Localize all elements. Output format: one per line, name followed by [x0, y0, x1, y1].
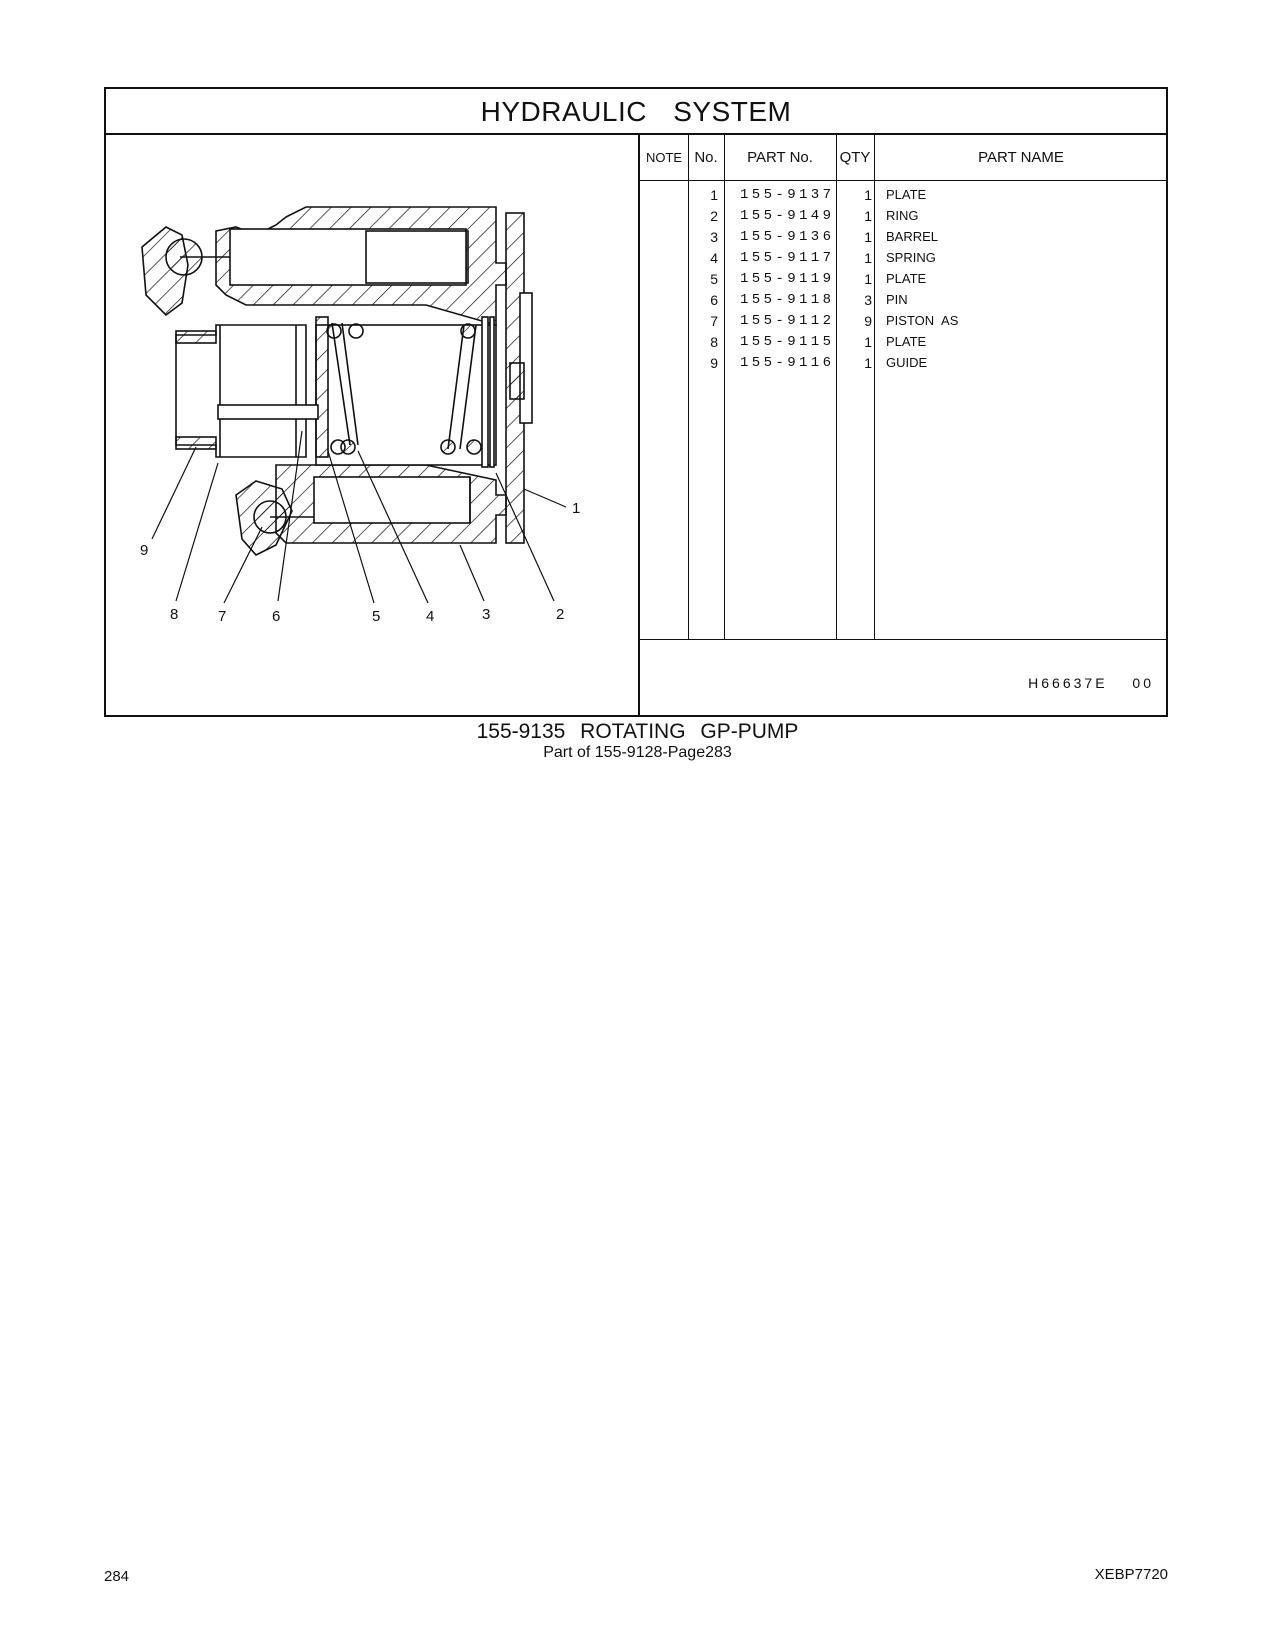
callout-4: 4 [426, 608, 435, 625]
column-header-qty: QTY [839, 149, 871, 166]
document-id: XEBP7720 [1094, 1566, 1168, 1583]
part-name: RING [886, 208, 919, 223]
quantity: 1 [864, 250, 872, 266]
row-number: 3 [710, 229, 718, 245]
callout-5: 5 [372, 608, 381, 625]
column-header-no: No. [694, 149, 718, 166]
leader-line-8 [176, 463, 218, 601]
callout-1: 1 [572, 500, 581, 517]
table-row [640, 250, 1168, 272]
quantity: 1 [864, 208, 872, 224]
header-divider [640, 180, 1168, 181]
part-number: 155-9116 [740, 355, 835, 371]
column-header-note: NOTE [645, 150, 683, 165]
table-row [640, 208, 1168, 230]
row-number: 9 [710, 355, 718, 371]
row-number: 1 [710, 187, 718, 203]
table-row [640, 334, 1168, 356]
part-name: PLATE [886, 271, 927, 286]
callout-9: 9 [140, 542, 149, 559]
part-name: PISTON AS [886, 313, 959, 328]
pump-cross-section-svg [106, 135, 638, 715]
part-number: 155-9119 [740, 271, 835, 287]
column-header-part-name: PART NAME [978, 149, 1064, 166]
quantity: 1 [864, 355, 872, 371]
part-number: 155-9115 [740, 334, 835, 350]
table-row [640, 271, 1168, 293]
callout-6: 6 [272, 608, 281, 625]
callout-2: 2 [556, 606, 565, 623]
row-number: 6 [710, 292, 718, 308]
leader-line-3 [460, 545, 484, 601]
column-header-part-no: PART No. [747, 149, 813, 166]
callout-8: 8 [170, 606, 179, 623]
leader-line-2 [496, 473, 554, 601]
callout-7: 7 [218, 608, 227, 625]
table-row [640, 229, 1168, 251]
part-number: 155-9137 [740, 187, 835, 203]
part-number: 155-9117 [740, 250, 835, 266]
leader-line-1 [524, 489, 566, 507]
quantity: 1 [864, 229, 872, 245]
table-row [640, 292, 1168, 314]
part-name: BARREL [886, 229, 939, 244]
callout-3: 3 [482, 606, 491, 623]
row-number: 5 [710, 271, 718, 287]
exploded-view-drawing [106, 135, 640, 717]
table-row [640, 313, 1168, 335]
part-name: GUIDE [886, 355, 928, 370]
quantity: 1 [864, 334, 872, 350]
row-number: 4 [710, 250, 718, 266]
caption-title: 155-9135 ROTATING GP-PUMP [476, 720, 799, 743]
leader-line-9 [152, 447, 196, 539]
illustration-code: H66637E 00 [1028, 675, 1154, 691]
row-number: 2 [710, 208, 718, 224]
row-number: 8 [710, 334, 718, 350]
parts-list-table [640, 135, 1168, 717]
caption-subtitle: Part of 155-9128-Page283 [543, 744, 732, 761]
part-name: SPRING [886, 250, 936, 265]
quantity: 9 [864, 313, 872, 329]
quantity: 1 [864, 271, 872, 287]
row-number: 7 [710, 313, 718, 329]
part-name: PLATE [886, 334, 927, 349]
table-row [640, 187, 1168, 209]
part-number: 155-9136 [740, 229, 835, 245]
quantity: 1 [864, 187, 872, 203]
parts-page-frame [104, 87, 1168, 717]
part-number: 155-9112 [740, 313, 835, 329]
page-title: HYDRAULIC SYSTEM [106, 89, 1166, 135]
page-number: 284 [104, 1568, 130, 1585]
part-number: 155-9149 [740, 208, 835, 224]
table-bottom-divider [640, 639, 1168, 640]
part-name: PIN [886, 292, 908, 307]
part-name: PLATE [886, 187, 927, 202]
part-number: 155-9118 [740, 292, 835, 308]
table-row [640, 355, 1168, 377]
quantity: 3 [864, 292, 872, 308]
